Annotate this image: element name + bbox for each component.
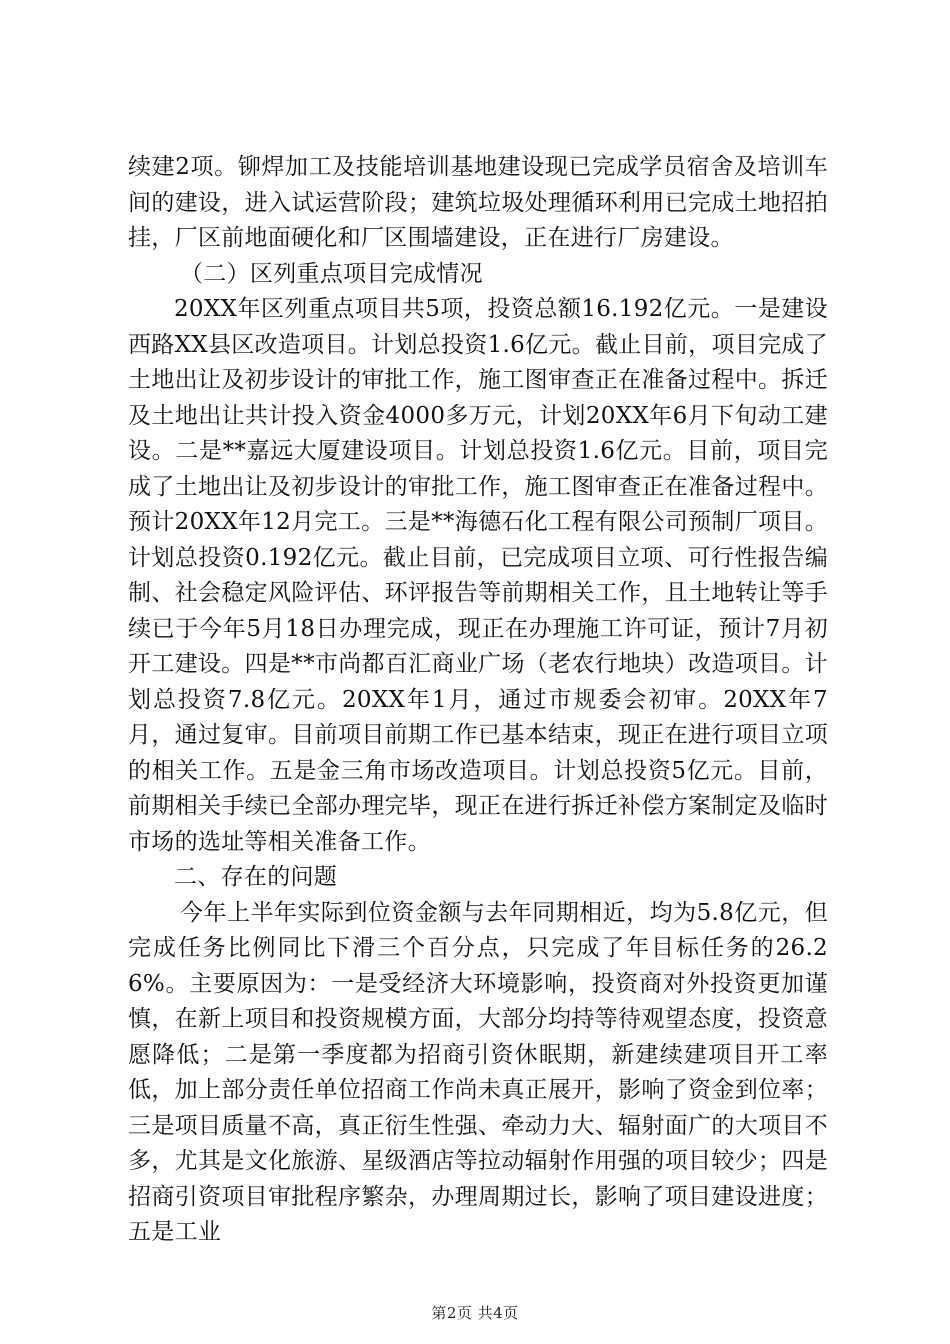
section-heading-existing-problems: 二、存在的问题 (174, 864, 338, 890)
paragraph-existing-problems: 今年上半年实际到位资金额与去年同期相近，均为5.8亿元，但完成任务比例同比下滑三个百分点，只完成了年目标任务的26.26%。主要原因为：一是受经济大环境影响，投资商对外投资更加谨慎，在新上项目和投资规模方面，大部分均持等待观望态度，投资意愿降低；二是第一季度都为招商引资休眠期，新建续建项目开工率低，加上部分责任单位招商工作尚未真正展开，影响了资金到位率；三是项目质量不高，真正衍生性强、牵动力大、辐射面广的大项目不多，尤其是文化旅游、星级酒店等拉动辐射作用强的项目较少；四是招商引资项目审批程序繁杂，办理周期过长，影响了项目建设进度；五是工业 (128, 899, 828, 1245)
page-number-footer: 第2页 共4页 (431, 1304, 519, 1322)
document-body (128, 150, 828, 1251)
paragraph-district-key-projects: 20XX年区列重点项目共5项，投资总额16.192亿元。一是建设西路XX县区改造项目。计划总投资1.6亿元。截止目前，项目完成了土地出让及初步设计的审批工作，施工图审查正在准备过程中。拆迁及土地出让共计投入资金4000多万元，计划20XX年6月下旬动工建设。二是**嘉远大厦建设项目。计划总投资1.6亿元。目前，项目完成了土地出让及初步设计的审批工作，施工图审查正在准备过程中。预计20XX年12月完工。三是**海德石化工程有限公司预制厂项目。计划总投资0.192亿元。截止目前，已完成项目立项、可行性报告编制、社会稳定风险评估、环评报告等前期相关工作，且土地转让等手续已于今年5月18日办理完成，现正在办理施工许可证，预计7月初开工建设。四是**市尚都百汇商业广场（老农行地块）改造项目。计划总投资7.8亿元。20XX年1月，通过市规委会初审。20XX年7月，通过复审。目前项目前期工作已基本结束，现正在进行项目立项的相关工作。五是金三角市场改造项目。计划总投资5亿元。目前，前期相关手续已全部办理完毕，现正在进行拆迁补偿方案制定及临时市场的选址等相关准备工作。 (128, 296, 828, 855)
section-heading-district-key-projects: （二）区列重点项目完成情况 (180, 260, 483, 287)
paragraph-continued-construction: 续建2项。铆焊加工及技能培训基地建设现已完成学员宿舍及培训车间的建设，进入试运营阶段；建筑垃圾处理循环利用已完成土地招拍挂，厂区前地面硬化和厂区围墙建设，正在进行厂房建设。 (128, 154, 828, 251)
